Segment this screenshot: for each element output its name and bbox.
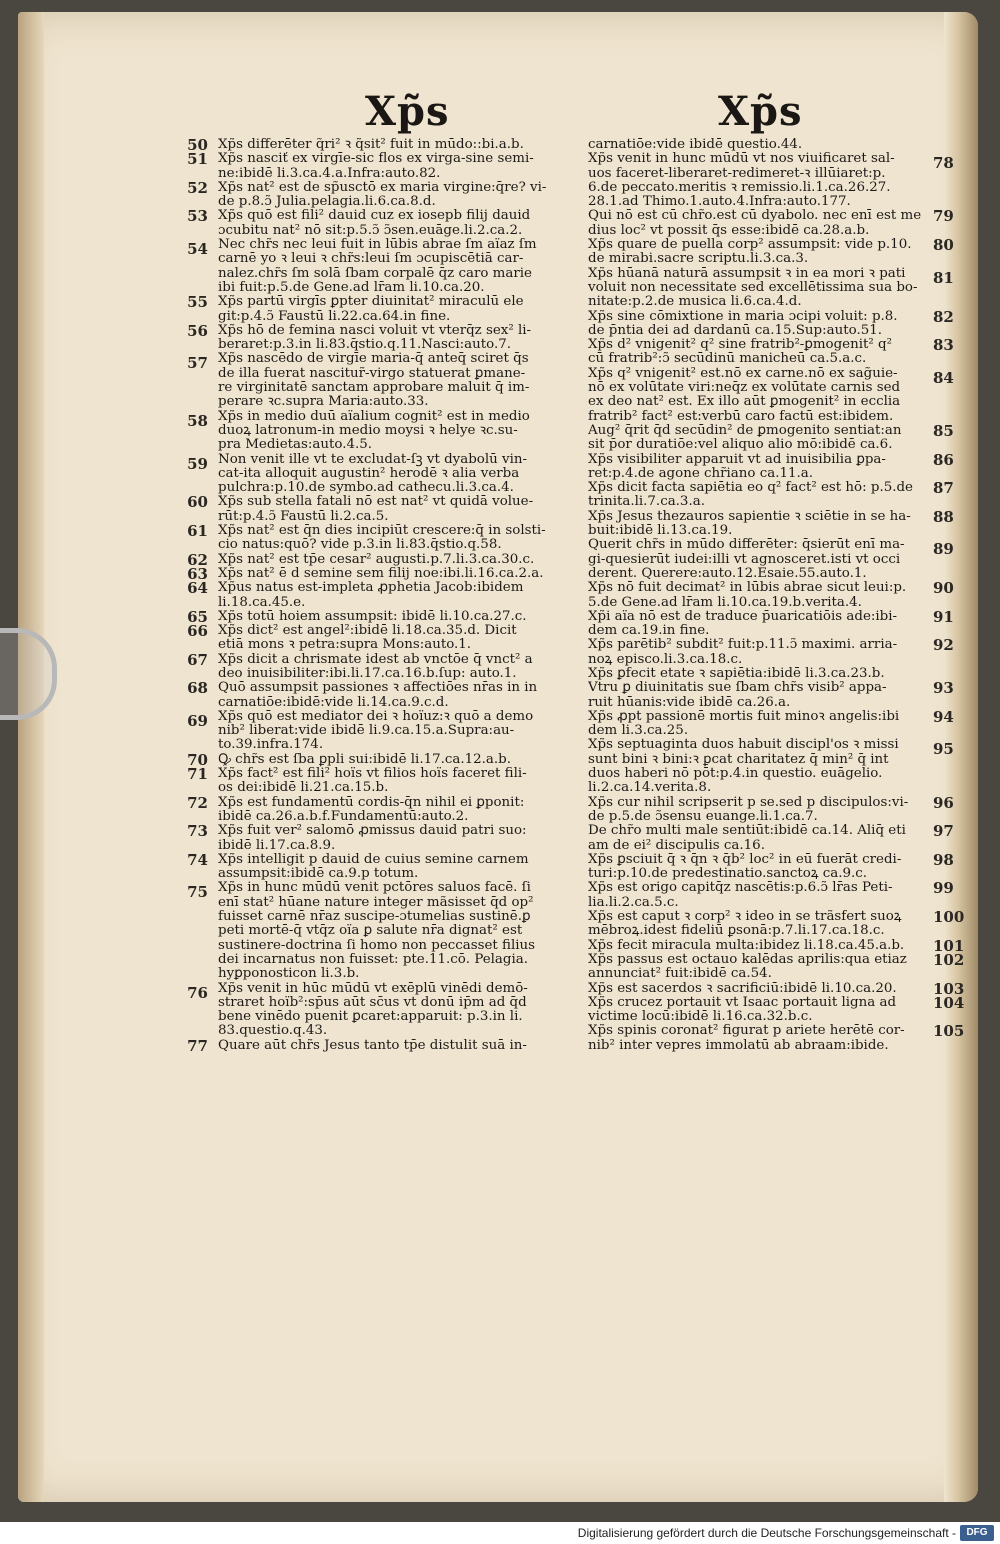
index-entry: [187, 622, 573, 653]
entry-line: carnatiōe:vide ibidē questio.44.: [588, 138, 803, 152]
index-entry: [588, 950, 965, 982]
entry-number: 72: [187, 793, 208, 812]
entry-line: sustinere-doctrina ſi homo non peccasset filius: [218, 938, 536, 953]
index-entry: [187, 1036, 573, 1055]
entry-line: Xp̃s ꝑfecit etate ꝛ sapiētia:ibidē li.3.ca.23.b.: [588, 666, 885, 681]
entry-line: Xp̃s est sacerdos ꝛ sacrificiū:ibidē li.10.ca.20.: [588, 981, 897, 996]
entry-line: voluit non necessitate sed excellētissima sua bo-: [588, 280, 918, 295]
entry-line: de p̄ntia dei ad dardanū ca.15.Sup:auto.51.: [588, 323, 882, 338]
entry-number: 69: [187, 711, 208, 730]
index-entry: [588, 307, 954, 339]
entry-number: 86: [933, 450, 954, 469]
entry-number: 75: [187, 883, 208, 902]
entry-line: Xp̃s fecit miracula multa:ibidez li.18.ca.45.a.b.: [588, 938, 905, 953]
entry-number: 101: [933, 936, 965, 955]
entry-number: 71: [187, 765, 208, 784]
entry-number: 93: [933, 679, 954, 698]
page-gutter: [18, 12, 44, 1502]
entry-line: trinita.li.7.ca.3.a.: [588, 495, 705, 510]
entry-line: Xp̃s nascēdo de virgīe maria-q̄ anteq̄ sciret q̄s: [218, 352, 529, 367]
entry-number: 63: [187, 564, 208, 583]
index-entry: [187, 321, 573, 353]
entry-number: 98: [933, 850, 954, 869]
entry-line: nib² liberat:vide ibidē li.9.ca.15.a.Supra:au-: [218, 724, 515, 739]
entry-line: Xp̃s nat² est tp̄e cesar² augusti.p.7.li.3.ca.30.c.: [218, 552, 535, 567]
entry-line: Xp̃s parētib² subdit² fuit:p.11.ɔ̃ maximi. arria-: [588, 638, 898, 653]
index-entry: [187, 293, 573, 324]
index-entry: [588, 879, 954, 910]
index-entry: [187, 822, 573, 853]
index-entry: [588, 1022, 965, 1053]
entry-line: victime locū:ibidē li.16.ca.32.b.c.: [588, 1010, 813, 1025]
entry-number: 66: [187, 622, 208, 641]
index-entry: [187, 550, 573, 569]
entry-number: 67: [187, 650, 208, 669]
entry-number: 55: [187, 293, 208, 312]
entry-line: de illa fuerat nascitur̃-virgo statuerat ꝑmane-: [218, 366, 526, 381]
index-entry: [187, 136, 573, 154]
entry-line: Xp̃s nasciť ex virgīe-sic flos ex virga-sine semi-: [218, 152, 534, 167]
entry-number: 60: [187, 493, 208, 512]
entry-number: 61: [187, 522, 208, 541]
index-entry: [588, 450, 954, 482]
entry-line: am de ei² discipulis ca.16.: [588, 838, 765, 853]
entry-line: buit:ibidē li.13.ca.19.: [588, 524, 733, 539]
index-entry: [187, 178, 573, 210]
entry-line: Xp̃i aïa nō est de traduce p̄uaricatiōis ade:ibi-: [588, 609, 898, 624]
entry-line: Xp̃s hūanā naturā assumpsit ꝛ in ea mori ꝛ pati: [588, 266, 906, 281]
entry-line: derent. Querere:auto.12.Esaie.55.auto.1.: [588, 566, 867, 581]
entry-line: ne:ibidē li.3.ca.4.a.Infra:auto.82.: [218, 166, 441, 181]
index-entry: [187, 493, 573, 524]
entry-line: de p.8.ɔ̃ Julia.pelagia.li.6.ca.8.d.: [218, 195, 436, 210]
index-entry: [588, 336, 954, 367]
index-entry: [588, 667, 926, 681]
entry-number: 84: [933, 368, 954, 387]
entry-number: 103: [933, 979, 965, 998]
entry-line: de p.5.de ɔ̃sensu euange.li.1.ca.7.: [588, 809, 818, 824]
entry-number: 105: [933, 1022, 965, 1041]
entry-line: beraret:p.3.in li.83.q̄stio.q.11.Nasci:auto.7.: [218, 338, 512, 353]
entry-line: ret:p.4.de agone chr̃iano ca.11.a.: [588, 466, 814, 481]
entry-number: 79: [933, 207, 954, 226]
entry-number: 50: [187, 136, 208, 154]
index-entry: [588, 636, 954, 667]
entry-number: 64: [187, 579, 208, 598]
entry-line: Xp̃s crucez portauit vt Isaac portauit ligna ad: [588, 995, 897, 1010]
entry-line: Xp̃s nat² est de sp̃usctō ex maria virgine:q̄re? vi-: [218, 180, 547, 195]
entry-line: dem li.3.ca.25.: [588, 724, 689, 739]
entry-line: Xp̃s passus est octauo kalēdas aprilis:qua etiaz: [588, 952, 907, 967]
entry-line: gi-quesierūt iudei:illi vt agnosceret.isti vt occi: [588, 552, 901, 567]
entry-line: sit p̄or duratiōe:vel aliquo alio mō:ibidē ca.6.: [588, 438, 893, 453]
index-entry: [588, 366, 954, 424]
entry-line: Xp̃s venit in hūc mūdū vt exēplū vinēdi demō-: [218, 981, 528, 996]
entry-line: noꝝ episco.li.3.ca.18.c.: [588, 652, 743, 667]
entry-line: fratrib² fact² est:verbū caro factū est:ibidem.: [588, 409, 894, 424]
index-entry: [588, 421, 954, 453]
entry-line: Nec chr̃s nec leui fuit in lūbis abrae ſm aïaz ſm: [218, 238, 537, 253]
entry-line: mēbroꝝ.idest fideliū ꝑsonā:p.7.li.17.ca.18.c.: [588, 924, 885, 939]
index-entry: [187, 522, 573, 553]
entry-line: 28.1.ad Thimo.1.auto.4.Infra:auto.177.: [588, 195, 851, 210]
index-entry: [187, 579, 573, 610]
index-entry: [187, 679, 573, 710]
entry-number: 104: [933, 993, 965, 1012]
entry-line: Xp̃s totū hoiem assumpsit: ibidē li.10.ca.27.c.: [218, 609, 527, 624]
footer-bar: [0, 1522, 1000, 1544]
index-entry: [187, 150, 573, 181]
index-entry: [588, 738, 954, 796]
entry-number: 77: [187, 1036, 208, 1055]
index-entry: [588, 207, 954, 238]
index-entry: [187, 650, 573, 682]
entry-line: Xp̃s est fundamentū cordis-q̄n nihil ei ꝑponit̃:: [218, 795, 525, 810]
entry-number: 65: [187, 607, 208, 626]
entry-number: 85: [933, 421, 954, 440]
entry-number: 96: [933, 793, 954, 812]
index-entry: [588, 507, 954, 539]
entry-line: perare ꝛc.supra Maria:auto.33.: [218, 395, 429, 410]
index-entry: [187, 409, 573, 453]
entry-line: Xp̃s septuaginta duos habuit discipl'os ꝛ missi: [588, 738, 899, 753]
entry-line: ibidē li.17.ca.8.9.: [218, 838, 336, 853]
entry-line: Xp̃s in medio duū aïalium cognit² est in medio: [218, 409, 530, 424]
entry-line: Xp̃s quō est mediator dei ꝛ hoïuz:ꝛ quō a demo: [218, 709, 534, 724]
entry-line: Xp̃s fuit ver² salomō ꝓmissus dauid patri suo:: [218, 824, 527, 839]
entry-number: 59: [187, 454, 208, 473]
entry-line: Xp̃s differēter q̃ri² ꝛ q̃sit² fuit in mūdo::bi.a.b.: [218, 138, 524, 152]
left-column: [187, 136, 573, 1055]
entry-number: 76: [187, 983, 208, 1002]
index-entry: [187, 607, 573, 626]
index-entry: [588, 908, 965, 939]
entry-line: 6.de peccato.meritis ꝛ remissio.li.1.ca.26.27.: [588, 180, 891, 195]
entry-number: 99: [933, 879, 954, 898]
entry-line: rūt:p.4.ɔ̃ Faustū li.2.ca.5.: [218, 509, 389, 524]
index-entry: [187, 352, 573, 410]
entry-line: turi:p.10.de predestinatio.sanctoꝝ ca.9.c.: [588, 867, 868, 882]
index-entry: [187, 881, 573, 982]
entry-line: Xp̃s ꝑsciuit q̄ ꝛ q̄n ꝛ q̄b² loc² in eū fuerāt credi-: [588, 852, 902, 867]
index-entry: [588, 793, 954, 825]
entry-line: peti mortē-q̄ vtq̄z oïa ꝑ salute nr̄a dignat² est: [218, 924, 523, 939]
entry-line: carnē yo ꝛ leui ꝛ chr̃s:leui ſm ɔcupiscētiā car-: [218, 252, 524, 267]
entry-line: Xp̃s in hunc mūdū venit pctōres saluos facē. ſi: [218, 881, 531, 896]
entry-number: 56: [187, 321, 208, 340]
entry-line: nō ex volūtate viri:neq̄z ex volūtate carnis sed: [588, 381, 901, 396]
entry-line: cio natus:quō? vide p.3.in li.83.q̄stio.q.58.: [218, 538, 502, 553]
entry-number: 80: [933, 236, 954, 255]
entry-line: ruit hūanis:vide ibidē ca.26.a.: [588, 695, 791, 710]
funding-notice: Digitalisierung gefördert durch die Deutsche Forschungsgemeinschaft -: [577, 1526, 956, 1540]
entry-line: bene vinēdo puenit̃ ꝑcaret:apparuit: p.3.in li.: [218, 1010, 523, 1025]
entry-number: 58: [187, 411, 208, 430]
entry-line: Aug² q̄rit q̄d secūdin² de ꝑmogenito sentiat:an: [588, 423, 902, 438]
entry-line: Xp̃s nat² ē d semine sem filij noe:ibi.li.16.ca.2.a.: [218, 566, 544, 581]
entry-line: Non venit ille vt te excludat-ſꝫ vt dyabolū vin-: [218, 452, 528, 467]
entry-line: Xp̃s venit in hunc mūdū vt nos viuificaret sal-: [588, 152, 895, 167]
entry-number: 94: [933, 707, 954, 726]
entry-number: 95: [933, 740, 954, 759]
entry-line: Xp̃s nō fuit decimat² in lūbis abrae sicut leui:p.: [588, 581, 907, 596]
index-entry: [187, 238, 573, 295]
index-entry: [187, 750, 573, 769]
entry-line: Xp̃s ꝓpt passionē mortis fuit minoꝛ angelis:ibi: [588, 709, 900, 724]
entry-line: Xp̃s est caput ꝛ corp² ꝛ ideo in se trãsfert suoꝝ: [588, 910, 902, 925]
running-head-right: Xp̃s: [718, 88, 803, 135]
entry-line: Quare aūt chr̃s Jesus tanto tp̄e distulit suā in-: [218, 1038, 527, 1053]
entry-number: 88: [933, 507, 954, 526]
entry-number: 97: [933, 822, 954, 841]
index-entry: [588, 479, 954, 510]
entry-line: Ꝙ chr̃s est ſba ꝑpli sui:ibidē li.17.ca.12.a.b.: [218, 752, 511, 767]
entry-line: li.2.ca.14.verita.8.: [588, 781, 712, 796]
entry-line: git:p.4.ɔ̃ Faustū li.22.ca.64.in fine.: [218, 309, 451, 324]
entry-number: 53: [187, 207, 208, 226]
entry-line: enī stat² hūane nature integer mãsisset q̄d op²: [218, 895, 534, 910]
entry-line: Xp̃s spinis coronat² figurat̃ p ariete herētē cor-: [588, 1024, 905, 1039]
entry-number: 51: [187, 150, 208, 169]
entry-number: 87: [933, 479, 954, 498]
entry-number: 73: [187, 822, 208, 841]
entry-line: Xp̃s sub stella fatali nō est nat² vt quidā volue-: [218, 495, 534, 510]
index-entry: [187, 709, 573, 753]
entry-line: 83.questio.q.43.: [218, 1024, 328, 1039]
entry-number: 102: [933, 950, 965, 969]
entry-line: Xp̃s nat² est q̄n dies incipiūt crescere:q̄ in solsti-: [218, 524, 546, 539]
entry-number: 91: [933, 607, 954, 626]
entry-number: 81: [933, 268, 954, 287]
entry-number: 92: [933, 636, 954, 655]
entry-line: lia.li.2.ca.5.c.: [588, 895, 679, 910]
index-entry: [588, 607, 954, 639]
entry-line: Xp̃s dicit̃ a chrismate idest ab vnctōe q̄ vnct² a: [218, 652, 533, 667]
entry-line: duoꝝ latronum-in medio moysi ꝛ helye ꝛc.su-: [218, 423, 518, 438]
entry-number: 90: [933, 579, 954, 598]
entry-line: cat-ita alloquit̃ augustin² herodē ꝛ alia verba: [218, 466, 520, 481]
entry-line: Quō assumpsit passiones ꝛ affectiōes nr̄as in in: [218, 681, 538, 696]
entry-line: Xp̃s dicit̃ facta sapiētia eo q² fact² est hō: p.5.de: [588, 481, 913, 496]
index-entry: [588, 822, 954, 853]
entry-line: Xp̃s intelligit̃ p dauid de cuius semine carnem: [218, 852, 529, 867]
index-entry: [588, 679, 954, 710]
entry-line: Xp̃s d² vnigenit² q² sine fratrib²-ꝑmogenit² q²: [588, 338, 892, 353]
index-entry: [588, 579, 954, 610]
entry-line: nalez.chr̃s ſm solā ſbam corpalē q̄z caro marie: [218, 266, 532, 281]
index-entry: [187, 765, 573, 796]
entry-line: sunt bini ꝛ bini:ꝛ ꝑcat charitatez q̄ min² q̄ int̃: [588, 752, 889, 767]
entry-line: Xp̃s est origo capitq̄z nascētis:p.6.ɔ̃ lr̄as Peti-: [588, 881, 893, 896]
entry-number: 68: [187, 679, 208, 698]
entry-line: hyꝑponosticon li.3.b.: [218, 967, 360, 982]
entry-line: nib² inter vepres immolatū ab abraam:ibide.: [588, 1038, 889, 1053]
index-entry: [588, 538, 954, 581]
running-head-left: Xp̃s: [365, 88, 450, 135]
entry-line: re virginitatē sanctam approbare maluit q̄ im-: [218, 381, 530, 396]
entry-number: 100: [933, 908, 965, 927]
entry-line: ibi fuit:p.5.de Gene.ad lr̄am li.10.ca.20.: [218, 280, 485, 295]
index-entry: [187, 850, 573, 882]
entry-number: 78: [933, 154, 954, 173]
entry-line: Xp̃s Jesus thezauros sapientie ꝛ sciētie in se ha-: [588, 509, 911, 524]
entry-line: dem ca.19.in fine.: [588, 624, 710, 639]
entry-line: fuisset carnē nr̄az suscipe-ɔtumelias sustinē.ꝑ: [218, 910, 531, 925]
index-entry: [588, 138, 926, 152]
entry-line: Xp̃s dict² est angel²:ibidē li.18.ca.35.d. Dicit̃: [218, 624, 517, 639]
index-entry: [588, 993, 965, 1025]
entry-line: carnatiōe:ibidē:vide li.14.ca.9.c.d.: [218, 695, 449, 710]
entry-line: Xp̃s cur nihil scripserit p se.sed p discipulos:vi-: [588, 795, 909, 810]
entry-line: pulchra:p.10.de symbo.ad cathecu.li.3.ca.4.: [218, 481, 514, 496]
entry-number: 52: [187, 178, 208, 197]
entry-line: Xp̃us natus est-impleta ꝓphetia Jacob:ibidem: [218, 581, 524, 596]
index-entry: [588, 936, 965, 955]
dfg-logo: DFG: [960, 1525, 994, 1541]
entry-line: Querit̃ chr̃s in mūdo differēter: q̄sierūt enī ma-: [588, 538, 905, 553]
entry-line: cū fratrib²:ɔ̃ secūdinū manicheū ca.5.a.c.: [588, 352, 867, 367]
index-entry: [187, 564, 573, 583]
entry-number: 70: [187, 750, 208, 769]
entry-line: os dei:ibidē li.21.ca.15.b.: [218, 781, 389, 796]
entry-line: duos haberi nō pōt:p.4.in questio. euāgelio.: [588, 767, 883, 782]
entry-line: Xp̃s partū virgīs ꝑpter diuinitat² miraculū ele: [218, 295, 524, 310]
index-entry: [187, 207, 573, 238]
entry-number: 82: [933, 307, 954, 326]
index-entry: [187, 452, 573, 496]
entry-line: ex deo nat² est. Ex illo aūt ꝑmogenit² in eccl̄ia: [588, 395, 901, 410]
entry-line: etiā mons ꝛ petra:supra Mons:auto.1.: [218, 638, 472, 653]
entry-line: Qui nō est cū chr̃o.est cū dyabolo. nec enī est me: [588, 209, 922, 224]
index-entry: [588, 236, 954, 267]
entry-line: uos faceret-liberaret-redimeret-ꝛ illūiaret:p.: [588, 166, 886, 181]
entry-line: 5.de Gene.ad lr̄am li.10.ca.19.b.verita.4.: [588, 595, 862, 610]
index-entry: [588, 266, 954, 310]
entry-line: straret hoïb²:sp̄us aūt sc̄us vt donū ip̄m ad q̄d: [218, 995, 527, 1010]
entry-line: Xp̃s sine cōmixtione in maria ɔcipi voluit: p.8.: [588, 309, 898, 324]
index-entry: [588, 152, 954, 210]
entry-line: Xp̃s q² vnigenit² est.nō ex carne.nō ex sag̃uie-: [588, 366, 898, 381]
entry-line: Xp̃s quō est fili² dauid cuz ex iosepb filij dauid: [218, 209, 531, 224]
entry-line: ibidē ca.26.a.b.f.Fundamentū:auto.2.: [218, 809, 469, 824]
entry-number: 83: [933, 336, 954, 355]
entry-line: Xp̃s visibiliter apparuit vt ad inuisibilia ꝑpa-: [588, 452, 886, 467]
entry-line: dius loc² vt possit q̄s esse:ibidē ca.28.a.b.: [588, 223, 870, 238]
entry-line: to.39.infra.174.: [218, 738, 324, 753]
entry-line: de mirabi.sacre scriptu.li.3.ca.3.: [588, 252, 809, 267]
entry-line: nitate:p.2.de musica li.6.ca.4.d.: [588, 295, 802, 310]
entry-line: assumpsit:ibidē ca.9.p totum.: [218, 867, 419, 882]
entry-line: Xp̃s hō de femina nasci voluit vt vterq̄z sex² li-: [218, 323, 532, 338]
entry-line: pra Medietas:auto.4.5.: [218, 438, 372, 453]
index-entry: [187, 981, 573, 1039]
entry-number: 62: [187, 550, 208, 569]
entry-line: li.18.ca.45.e.: [218, 595, 306, 610]
right-column: [588, 138, 965, 1053]
entry-number: 57: [187, 354, 208, 373]
index-entry: [588, 707, 954, 739]
index-entry: [187, 793, 573, 825]
entry-line: Xp̃s fact² est fili² hoïs vt filios hoïs faceret fili-: [218, 767, 527, 782]
entry-number: 89: [933, 540, 954, 559]
entry-number: 74: [187, 850, 208, 869]
entry-line: Xp̃s quare de puella corp² assumpsit: vide p.10.: [588, 238, 912, 253]
entry-line: dei incarnatus non fuisset: pte.11.cō. Pelagia.: [218, 952, 529, 967]
entry-line: annunciat² fuit:ibidē ca.54.: [588, 967, 772, 982]
index-entry: [588, 979, 965, 998]
entry-line: ɔcubitu nat² nō sit:p.5.ɔ̃ ɔ̃sen.euāge.li.2.ca.2.: [218, 223, 523, 238]
index-entry: [588, 850, 954, 882]
entry-line: Vtru ꝑ diuinitatis sue ſbam chr̃s visib² appa-: [588, 681, 887, 696]
entry-line: deo inuisibiliter:ibi.li.17.ca.16.b.ſup: auto.1.: [218, 666, 517, 681]
entry-line: De chr̃o multi male sentiūt:ibidē ca.14. Aliq̄ eti: [588, 824, 906, 839]
entry-number: 54: [187, 240, 208, 259]
